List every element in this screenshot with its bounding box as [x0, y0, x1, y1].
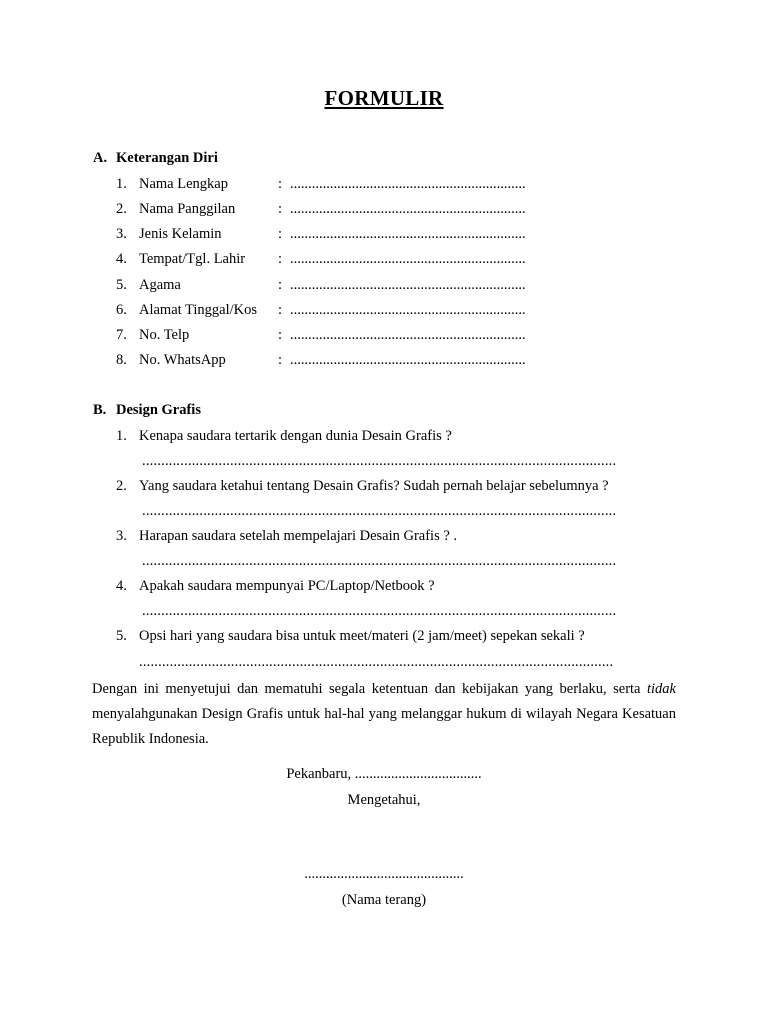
section-a-letter: A. [93, 150, 108, 166]
field-blank[interactable]: ................................................................. [290, 302, 526, 318]
field-colon: : [278, 352, 283, 368]
field-colon: : [278, 176, 283, 192]
answer-line-5[interactable]: ............................................................................................................................ [139, 654, 614, 670]
section-b-heading [93, 402, 201, 419]
field-number: 4. [116, 251, 127, 267]
field-number: 5. [116, 277, 127, 293]
question-text: Apakah saudara mempunyai PC/Laptop/Netbook ? [139, 578, 435, 594]
field-number: 8. [116, 352, 127, 368]
acknowledged-label: Mengetahui, [347, 792, 421, 808]
section-b-title: Design Grafis [116, 402, 201, 418]
field-blank[interactable]: ................................................................. [290, 277, 526, 293]
section-b-letter: B. [93, 402, 107, 418]
field-label: Jenis Kelamin [139, 226, 222, 242]
field-blank[interactable]: ................................................................. [290, 327, 526, 343]
field-label: Alamat Tinggal/Kos [139, 302, 258, 318]
field-label: Agama [139, 277, 181, 293]
section-a-heading [93, 150, 218, 167]
field-colon: : [278, 201, 283, 217]
form-title: FORMULIR [324, 86, 444, 110]
field-colon: : [278, 277, 283, 293]
question-number: 4. [116, 578, 127, 594]
place-date-line[interactable]: Pekanbaru, ................................... [286, 766, 482, 782]
declaration-text-1: Dengan ini menyetujui dan mematuhi segala ketentuan dan kebijakan yang berlaku, serta [92, 681, 647, 697]
field-number: 7. [116, 327, 127, 343]
answer-line-3[interactable]: ............................................................................................................................ [142, 553, 617, 569]
field-number: 3. [116, 226, 127, 242]
field-number: 6. [116, 302, 127, 318]
field-label: No. WhatsApp [139, 352, 226, 368]
section-a-title: Keterangan Diri [116, 150, 218, 166]
name-caption: (Nama terang) [341, 892, 427, 908]
question-number: 2. [116, 478, 127, 494]
signature-line[interactable]: ............................................ [304, 866, 464, 882]
field-label: Nama Lengkap [139, 176, 228, 192]
field-colon: : [278, 327, 283, 343]
field-label: Nama Panggilan [139, 201, 236, 217]
declaration-italic-word: tidak [647, 681, 676, 697]
field-number: 2. [116, 201, 127, 217]
question-text: Kenapa saudara tertarik dengan dunia Desain Grafis ? [139, 428, 452, 444]
field-colon: : [278, 251, 283, 267]
answer-line-4[interactable]: ............................................................................................................................ [142, 603, 617, 619]
question-text: Opsi hari yang saudara bisa untuk meet/materi (2 jam/meet) sepekan sekali ? [139, 628, 585, 644]
answer-line-2[interactable]: ............................................................................................................................ [142, 503, 617, 519]
answer-line-1[interactable]: ............................................................................................................................ [142, 453, 617, 469]
question-number: 3. [116, 528, 127, 544]
field-blank[interactable]: ................................................................. [290, 352, 526, 368]
field-blank[interactable]: ................................................................. [290, 251, 526, 267]
field-label: No. Telp [139, 327, 190, 343]
declaration-text-2: menyalahgunakan Design Grafis untuk hal-hal yang melanggar hukum di wilayah Negara Kesatuan Republik Indonesia. [92, 706, 676, 747]
question-text: Harapan saudara setelah mempelajari Desain Grafis ? . [139, 528, 458, 544]
field-number: 1. [116, 176, 127, 192]
field-blank[interactable]: ................................................................. [290, 201, 526, 217]
question-number: 5. [116, 628, 127, 644]
field-blank[interactable]: ................................................................. [290, 176, 526, 192]
question-text: Yang saudara ketahui tentang Desain Grafis? Sudah pernah belajar sebelumnya ? [139, 478, 609, 494]
field-label: Tempat/Tgl. Lahir [139, 251, 246, 267]
field-blank[interactable]: ................................................................. [290, 226, 526, 242]
question-number: 1. [116, 428, 127, 444]
field-colon: : [278, 226, 283, 242]
declaration-paragraph [92, 677, 676, 752]
field-colon: : [278, 302, 283, 318]
